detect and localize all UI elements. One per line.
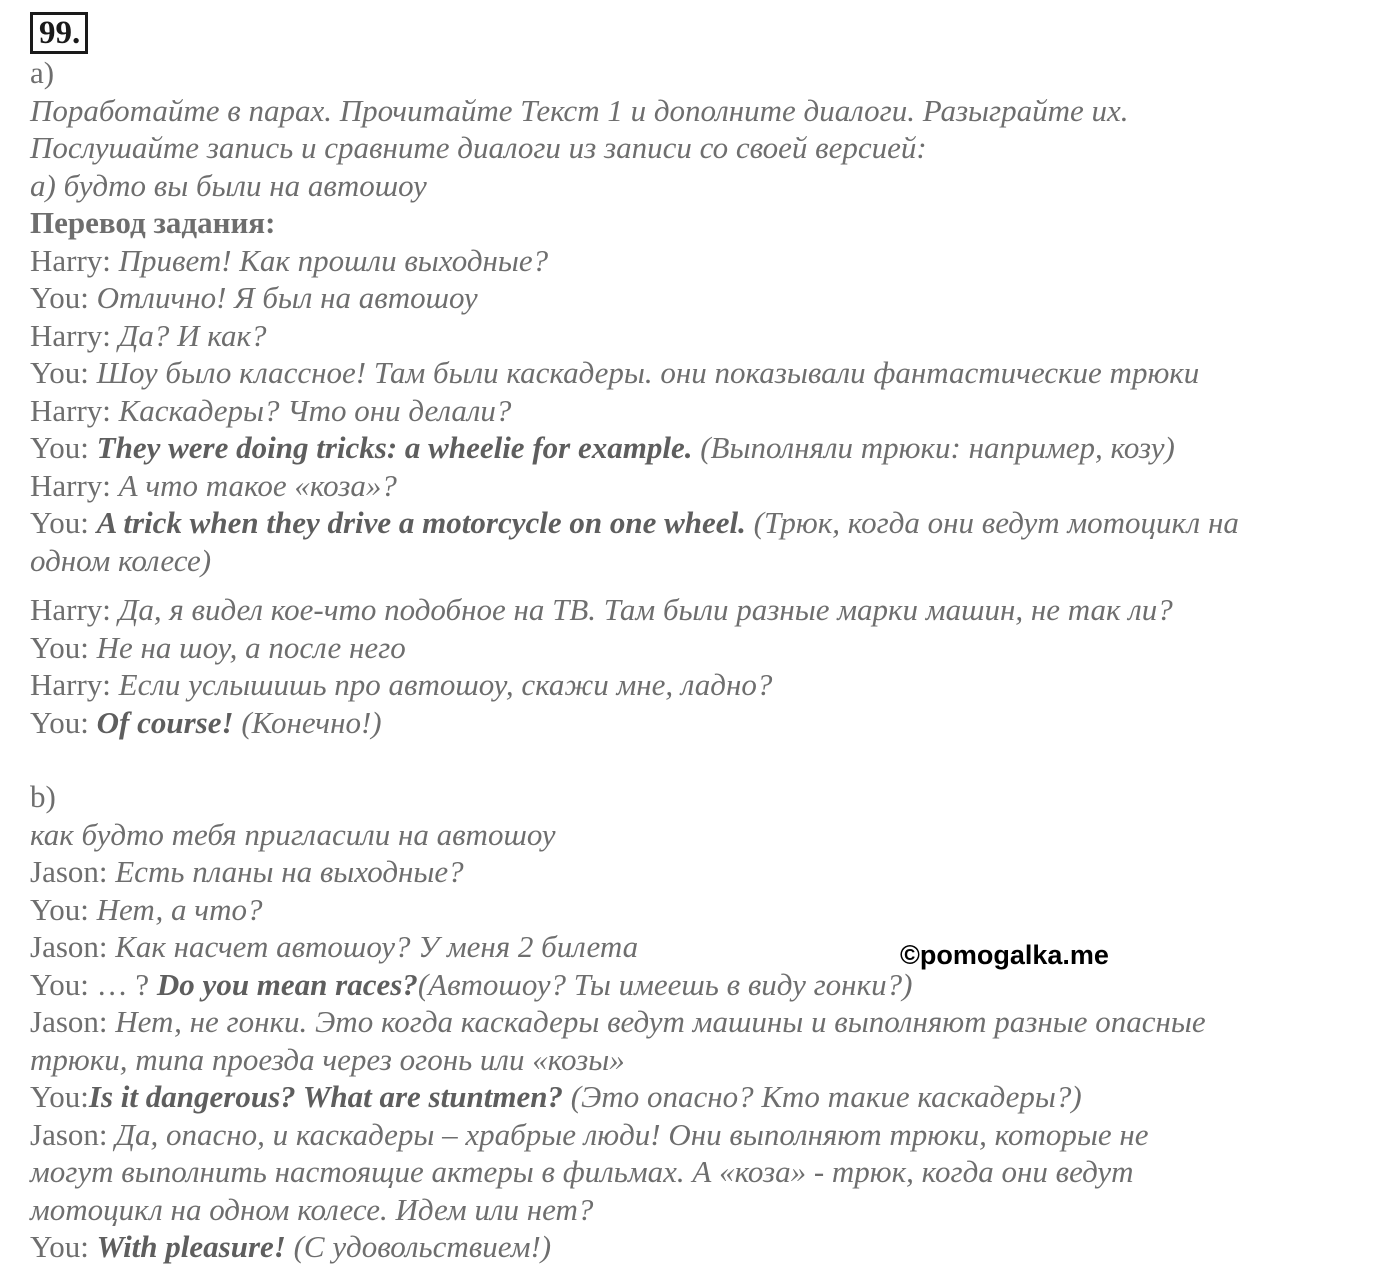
exercise-number: 99.: [30, 12, 88, 54]
watermark: ©pomogalka.me: [900, 940, 1109, 970]
speaker: Harry:: [30, 592, 111, 627]
dialogue-continuation: одном колесе): [30, 542, 212, 578]
dialogue-line: [30, 354, 1380, 392]
speaker: You:: [30, 629, 89, 665]
translation-heading: Перевод задания:: [30, 205, 276, 240]
dialogue-line: [30, 666, 1380, 704]
part-a-instruction-line-2: Послушайте запись и сравните диалоги из записи со своей версией:: [30, 130, 927, 165]
dialogue-continuation: могут выполнить настоящие актеры в фильмах. А «коза» - трюк, когда они ведут: [30, 1154, 1134, 1189]
english-text: A trick when they drive a motorcycle on one wheel.: [96, 505, 746, 540]
russian-text: Каскадеры? Что они делали?: [118, 392, 512, 428]
russian-text: Шоу было классное! Там были каскадеры. они показывали фантастические трюки: [96, 355, 1200, 390]
english-text: Is it dangerous? What are stuntmen?: [88, 1079, 563, 1114]
russian-text: (Трюк, когда они ведут мотоцикл на: [753, 505, 1239, 540]
dialogue-line: [30, 1003, 1380, 1041]
dialogue-line: [30, 504, 1380, 542]
russian-text: Да, опасно, и каскадеры – храбрые люди! Они выполняют трюки, которые не: [115, 1116, 1149, 1152]
speaker: Harry:: [30, 667, 111, 702]
russian-text: Да? И как?: [118, 317, 267, 353]
dialogue-line: [30, 317, 1380, 355]
part-a-instruction-line-3: а) будто вы были на автошоу: [30, 167, 427, 203]
part-a-instruction-line-1: Поработайте в парах. Прочитайте Текст 1 и дополните диалоги. Разыграйте их.: [30, 92, 1129, 128]
dialogue-line: [30, 891, 1380, 929]
dialogue-line: [30, 591, 1380, 629]
speaker: You:: [30, 505, 89, 540]
dialogue-line: [30, 279, 1380, 317]
speaker: Harry:: [30, 392, 111, 428]
page-content: [30, 12, 1380, 1266]
english-text: With pleasure!: [96, 1229, 286, 1264]
speaker: You:: [30, 355, 89, 390]
english-text: They were doing tricks: a wheelie for example.: [96, 430, 693, 465]
russian-text: (Конечно!): [241, 704, 382, 740]
speaker: You:: [30, 430, 89, 465]
speaker: You:: [30, 1079, 89, 1114]
dialogue-line: [30, 1116, 1380, 1154]
speaker: You:: [30, 704, 89, 740]
russian-text: Привет! Как прошли выходные?: [118, 242, 549, 278]
russian-text: Есть планы на выходные?: [115, 854, 464, 889]
russian-text: А что такое «коза»?: [118, 467, 397, 503]
part-a-label: a): [30, 55, 55, 90]
exercise-header: [30, 12, 1380, 54]
dialogue-line: [30, 704, 1380, 742]
russian-text: (Это опасно? Кто такие каскадеры?): [570, 1079, 1082, 1114]
english-text: Do you mean races?: [156, 966, 418, 1002]
dialogue-line: [30, 392, 1380, 430]
speaker: Harry:: [30, 242, 111, 278]
dialogue-continuation: трюки, типа проезда через огонь или «козы»: [30, 1041, 625, 1077]
russian-text: Если услышишь про автошоу, скажи мне, ладно?: [118, 667, 773, 702]
dialogue-continuation: мотоцикл на одном колесе. Идем или нет?: [30, 1191, 594, 1227]
spacer: [30, 741, 1380, 778]
dialogue-line: [30, 629, 1380, 667]
dialogue-line: [30, 242, 1380, 280]
dialogue-line: [30, 467, 1380, 505]
english-text: Of course!: [96, 704, 234, 740]
speaker: Jason:: [30, 929, 108, 964]
speaker: Jason:: [30, 1004, 108, 1039]
speaker: Harry:: [30, 317, 111, 353]
russian-text: Нет, а что?: [96, 891, 263, 927]
dialogue-line: [30, 928, 1380, 966]
part-b-instruction: как будто тебя пригласили на автошоу: [30, 816, 556, 852]
russian-text: Как насчет автошоу? У меня 2 билета: [115, 929, 639, 964]
russian-text: Не на шоу, а после него: [96, 629, 406, 665]
dialogue-line: [30, 966, 1380, 1004]
plain-text: … ?: [96, 966, 150, 1002]
russian-text: Нет, не гонки. Это когда каскадеры ведут машины и выполняют разные опасные: [115, 1004, 1206, 1039]
speaker: You:: [30, 966, 89, 1002]
spacer: [30, 579, 1380, 591]
speaker: Harry:: [30, 467, 111, 503]
part-b-label: b): [30, 779, 56, 814]
dialogue-line: [30, 429, 1380, 467]
russian-text: (Выполняли трюки: например, козу): [700, 430, 1175, 465]
russian-text: (Автошоу? Ты имеешь в виду гонки?): [417, 966, 913, 1002]
dialogue-line: [30, 1228, 1380, 1266]
russian-text: (С удовольствием!): [293, 1229, 552, 1264]
russian-text: Да, я видел кое-что подобное на ТВ. Там были разные марки машин, не так ли?: [118, 592, 1173, 627]
speaker: Jason:: [30, 1116, 108, 1152]
dialogue-line: [30, 1078, 1380, 1116]
speaker: You:: [30, 891, 89, 927]
speaker: You:: [30, 280, 89, 315]
speaker: Jason:: [30, 854, 108, 889]
russian-text: Отлично! Я был на автошоу: [96, 280, 478, 315]
dialogue-line: [30, 853, 1380, 891]
speaker: You:: [30, 1229, 89, 1264]
